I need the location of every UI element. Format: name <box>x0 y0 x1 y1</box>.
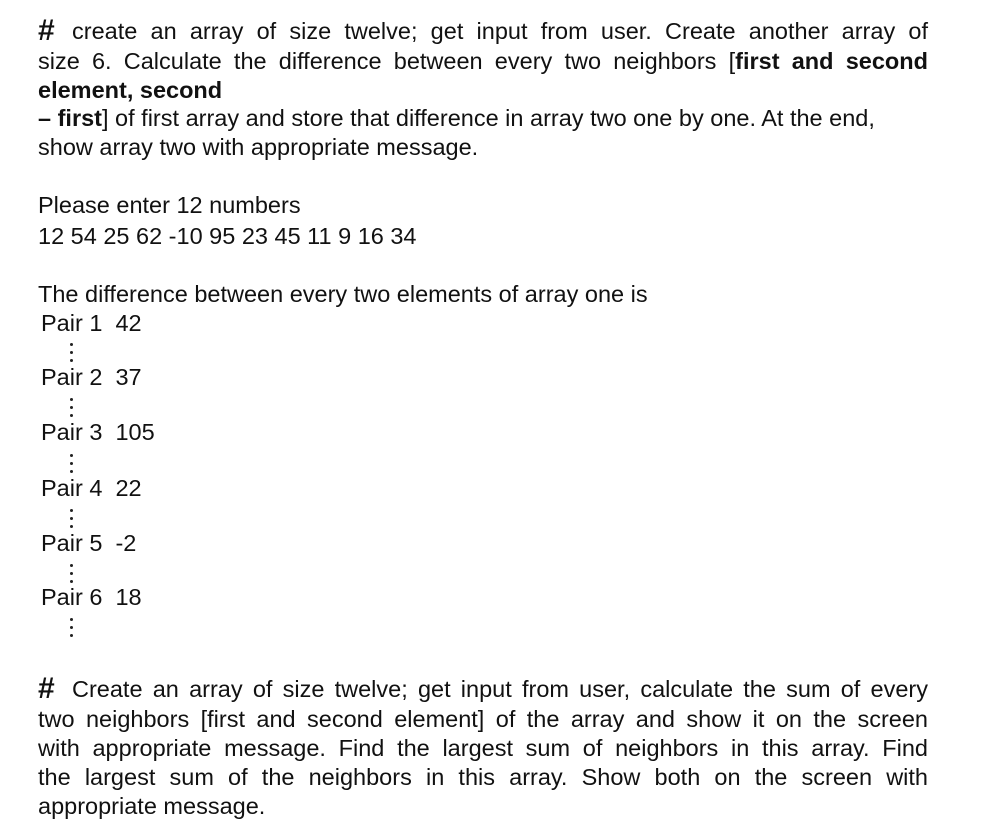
task2-line4: the largest sum of the neighbors in this array. Show both on the screen with <box>38 764 928 790</box>
pair-row-2: Pair 2 37 <box>41 364 142 390</box>
pair-row-6: Pair 6 18 <box>41 584 142 610</box>
sample-heading: The difference between every two elements of array one is <box>38 281 648 307</box>
pair-row-3: Pair 3 105 <box>41 419 155 445</box>
vertical-ellipsis-6 <box>70 618 73 642</box>
pair-row-4: Pair 4 22 <box>41 475 142 501</box>
task2-line5: appropriate message. <box>38 793 266 819</box>
task1-line1: create an array of size twelve; get input from user. Create another array of <box>72 18 928 44</box>
task1-line3: element, second <box>38 77 223 103</box>
task1-line4: – first] of first array and store that difference in array two one by one. At the end, <box>38 105 875 131</box>
sample-prompt: Please enter 12 numbers <box>38 192 301 218</box>
task1-line2: size 6. Calculate the difference between every two neighbors [first and second <box>38 48 928 74</box>
task2-line1: Create an array of size twelve; get input from user, calculate the sum of every <box>72 676 928 702</box>
task1-hash: # <box>38 14 55 47</box>
sample-input: 12 54 25 62 -10 95 23 45 11 9 16 34 <box>38 223 417 249</box>
task2-line2: two neighbors [first and second element] of the array and show it on the screen <box>38 706 928 732</box>
task1-line5: show array two with appropriate message. <box>38 134 479 160</box>
task2-hash: # <box>38 672 55 705</box>
pair-row-5: Pair 5 -2 <box>41 530 137 556</box>
pair-row-1: Pair 1 42 <box>41 310 142 336</box>
task2-line3: with appropriate message. Find the largest sum of neighbors in this array. Find <box>38 735 928 761</box>
